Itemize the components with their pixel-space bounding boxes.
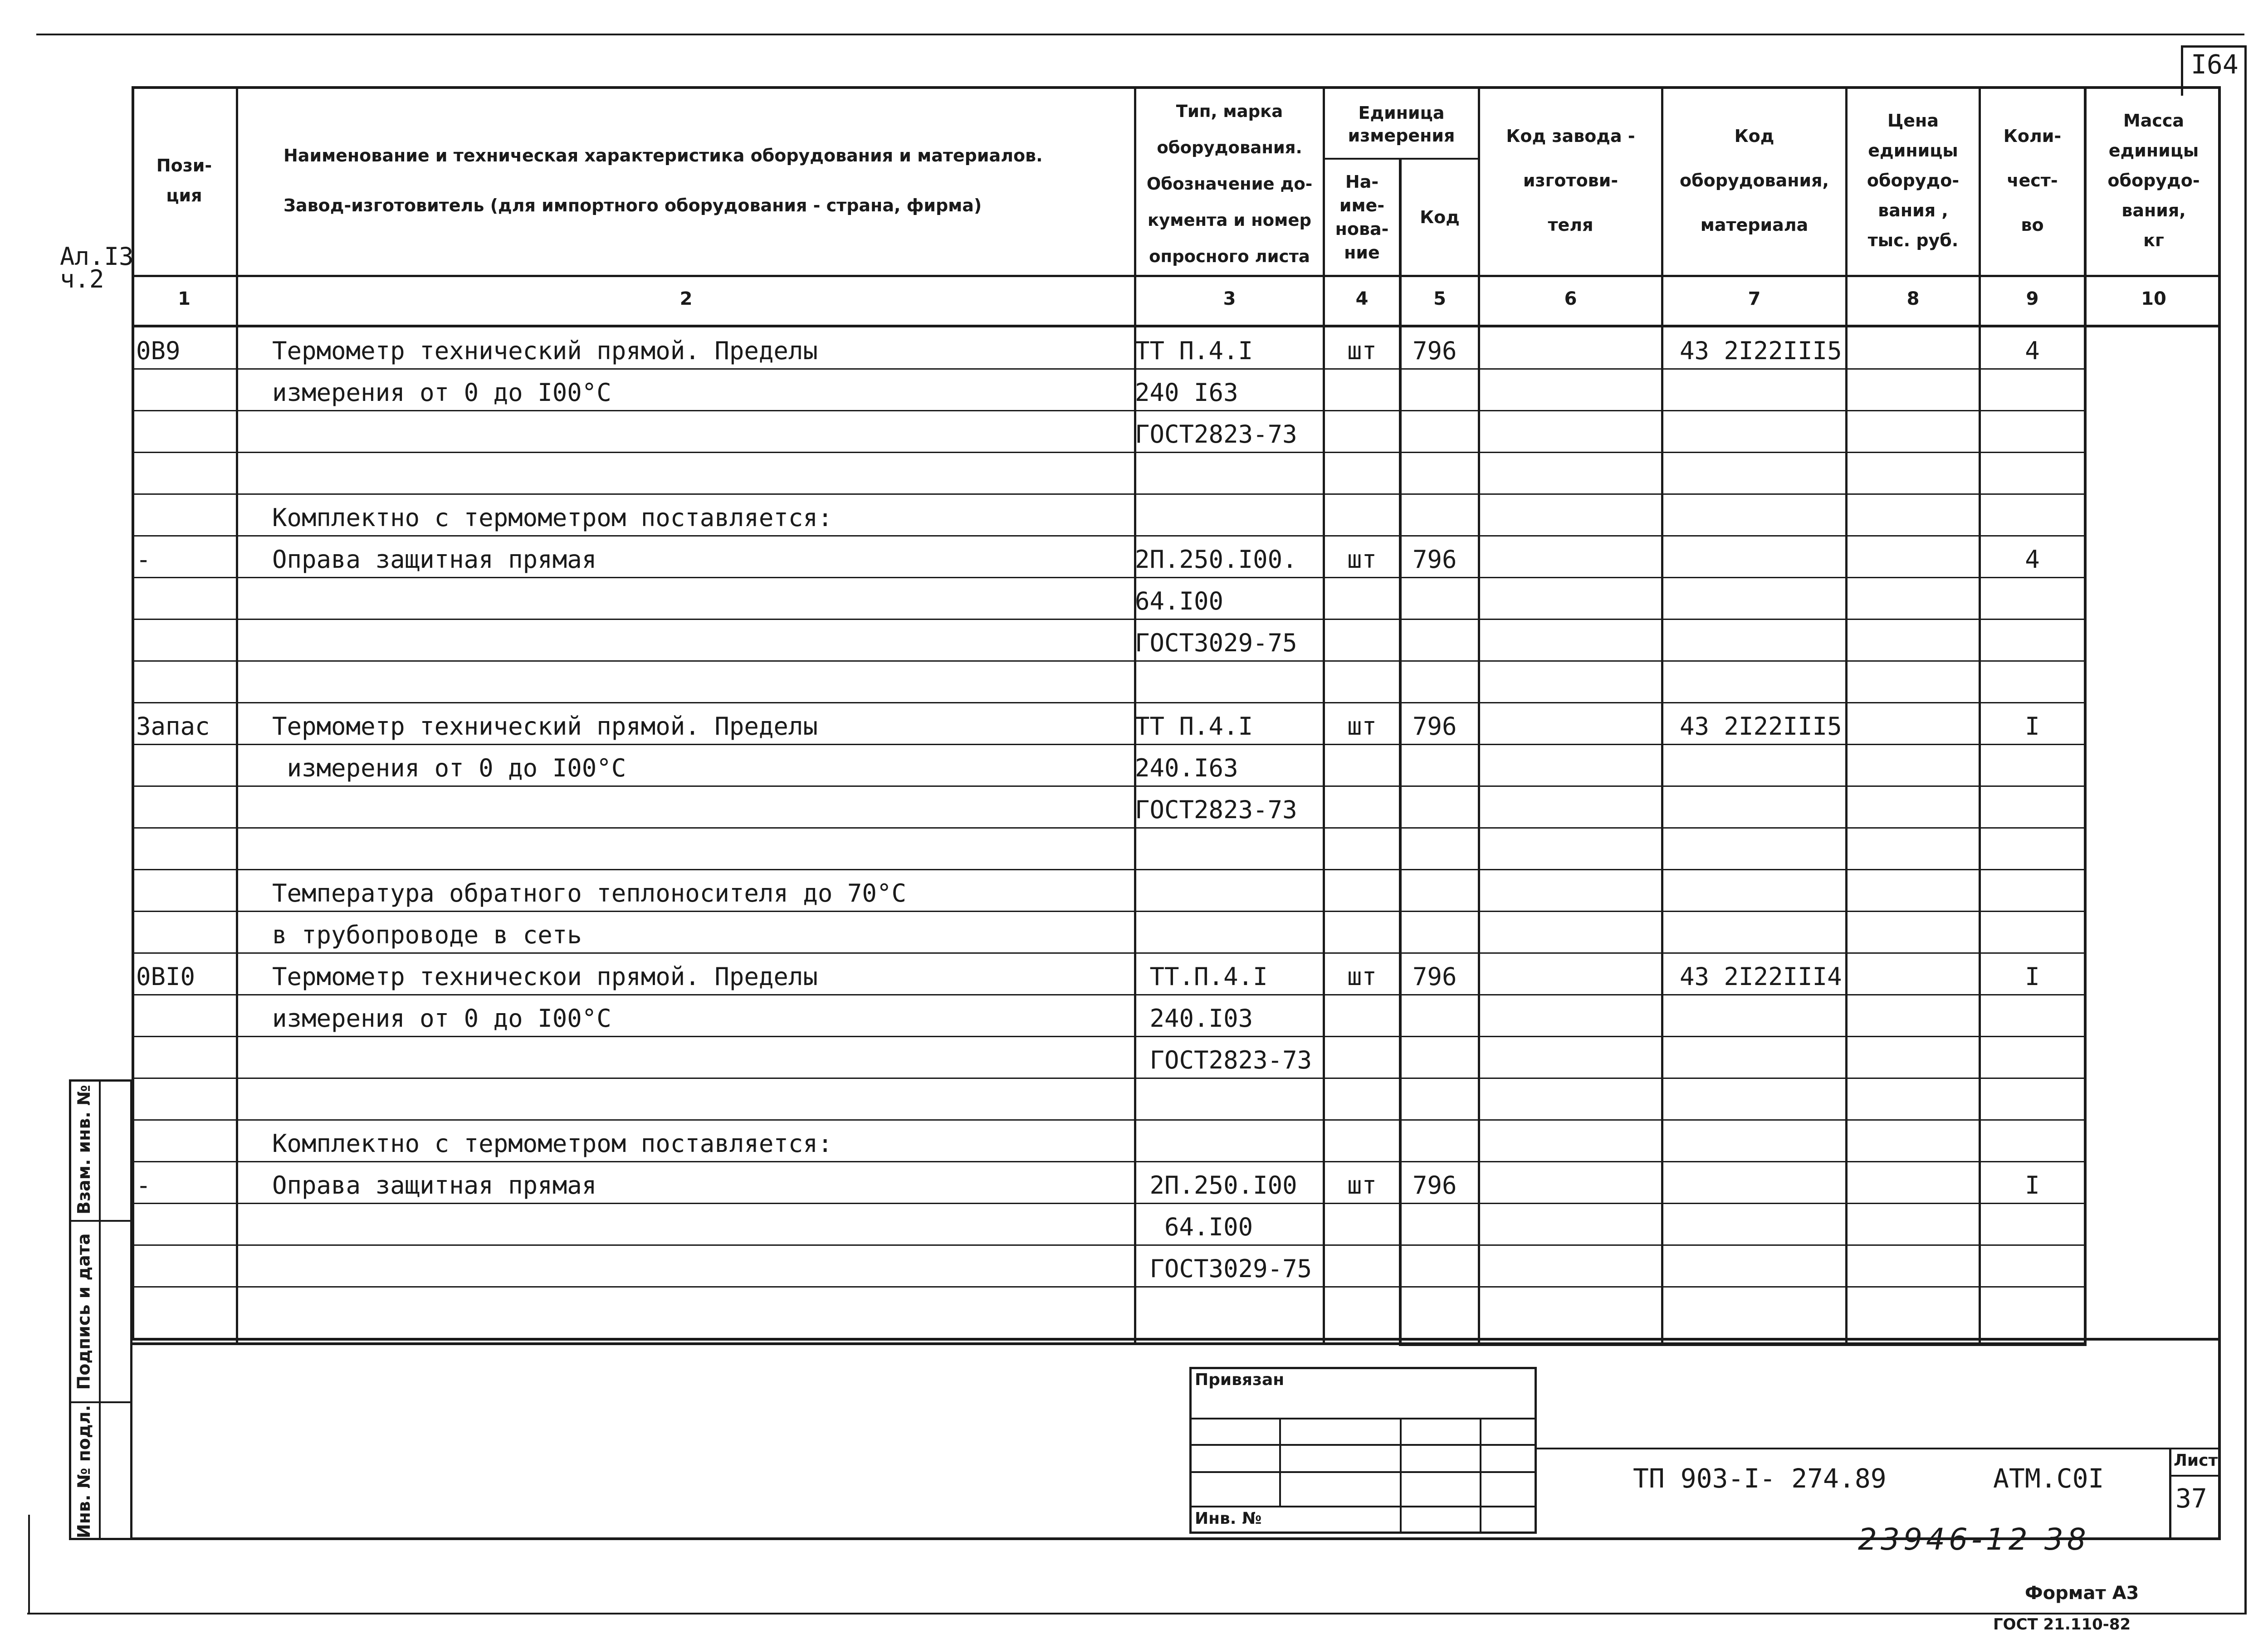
table-cell-price: [1848, 455, 1979, 497]
table-cell-price: [1848, 539, 1979, 580]
table-cell-pos: Запас: [136, 712, 210, 741]
frame-right-line: [2218, 86, 2221, 1540]
table-cell-name: [272, 664, 1129, 706]
table-cell-type: 240.I03: [1135, 1004, 1253, 1033]
table-cell-equip-code: 43 2I22III4: [1680, 962, 1842, 991]
table-cell-price: [1848, 1123, 1979, 1165]
table-cell-qty: I: [2025, 962, 2040, 991]
stamp-signature-date: Подпись и дата: [74, 1233, 94, 1390]
sheet-value: 37: [2175, 1483, 2207, 1514]
table-cell-type: ГОСТ2823-73: [1135, 420, 1297, 449]
table-cell-price: [1848, 956, 1979, 998]
table-cell-mass: [2087, 497, 2218, 539]
table-cell-code: [1413, 914, 1478, 956]
table-cell-pos: [136, 914, 235, 956]
table-cell-qty: [1981, 747, 2084, 789]
table-cell-pos: [136, 1248, 235, 1290]
table-cell-unit: шт: [1347, 337, 1377, 365]
table-cell-factory: [1480, 706, 1661, 747]
table-cell-type: ГОСТ2823-73: [1135, 795, 1297, 824]
table-cell-name: [272, 831, 1129, 873]
table-cell-mass: [2087, 747, 2218, 789]
table-cell-equip-code: [1680, 414, 1845, 455]
table-cell-equip-code: [1680, 664, 1845, 706]
table-cell-mass: [2087, 1123, 2218, 1165]
table-cell-mass: [2087, 789, 2218, 831]
table-cell-factory: [1480, 455, 1661, 497]
table-cell-pos: [136, 372, 235, 414]
table-cell-type: 64.I00: [1135, 1213, 1253, 1241]
table-cell-type: ГОСТ2823-73: [1135, 1046, 1312, 1074]
table-cell-type: [1135, 664, 1322, 706]
table-cell-price: [1848, 414, 1979, 455]
binding-line-2: [1189, 1444, 1537, 1446]
table-cell-name: Оправа защитная прямая: [272, 1171, 597, 1200]
side-note-line1: Ал.I3: [60, 242, 134, 271]
table-cell-equip-code: 43 2I22III5: [1680, 712, 1842, 741]
col-number-8: 8: [1906, 288, 1920, 309]
table-cell-qty: [1981, 831, 2084, 873]
table-cell-name: [272, 1081, 1129, 1123]
table-cell-factory: [1480, 372, 1661, 414]
table-cell-type: [1135, 455, 1322, 497]
header-unit-name: На- име- нова- ние: [1335, 172, 1389, 263]
table-cell-unit: [1325, 622, 1399, 664]
table-cell-unit: [1325, 580, 1399, 622]
table-cell-code: [1413, 747, 1478, 789]
table-cell-equip-code: [1680, 372, 1845, 414]
table-cell-unit: [1325, 1123, 1399, 1165]
table-cell-type: [1135, 1081, 1322, 1123]
table-cell-mass: [2087, 998, 2218, 1039]
table-cell-code: 796: [1413, 712, 1457, 741]
table-cell-pos: [136, 622, 235, 664]
table-cell-price: [1848, 664, 1979, 706]
table-cell-pos: [136, 747, 235, 789]
table-cell-qty: I: [2025, 712, 2040, 741]
table-cell-pos: 0В9: [136, 337, 181, 365]
table-cell-unit: шт: [1347, 1171, 1377, 1200]
table-cell-unit: шт: [1347, 545, 1377, 574]
table-cell-unit: шт: [1347, 962, 1377, 991]
top-edge-line: [36, 34, 2244, 35]
table-cell-pos: 0ВI0: [136, 962, 196, 991]
table-cell-name: [272, 455, 1129, 497]
sheet-number: I64: [2191, 49, 2239, 80]
table-cell-equip-code: [1680, 1039, 1845, 1081]
table-cell-pos: [136, 831, 235, 873]
col-number-2: 2: [679, 288, 693, 309]
table-cell-code: [1413, 789, 1478, 831]
table-cell-mass: [2087, 664, 2218, 706]
table-cell-pos: -: [136, 545, 151, 574]
table-cell-qty: [1981, 998, 2084, 1039]
table-cell-unit: [1325, 914, 1399, 956]
table-cell-equip-code: [1680, 497, 1845, 539]
table-cell-qty: 4: [2025, 545, 2040, 574]
table-cell-price: [1848, 1206, 1979, 1248]
table-cell-qty: [1981, 372, 2084, 414]
table-cell-name: измерения от 0 до I00°C: [272, 754, 626, 782]
table-cell-pos: [136, 497, 235, 539]
binding-vline-3: [1480, 1418, 1481, 1534]
table-cell-equip-code: [1680, 873, 1845, 914]
table-cell-code: [1413, 831, 1478, 873]
bottom-bold-stub: [1399, 1342, 2087, 1346]
table-cell-code: [1413, 414, 1478, 455]
table-cell-name: [272, 1039, 1129, 1081]
binding-stamp: [1189, 1367, 1537, 1534]
table-cell-type: ГОСТ3029-75: [1135, 629, 1297, 657]
table-cell-pos: [136, 1206, 235, 1248]
table-cell-mass: [2087, 706, 2218, 747]
table-cell-code: [1413, 497, 1478, 539]
table-cell-type: ТТ П.4.I: [1135, 337, 1253, 365]
table-cell-pos: [136, 414, 235, 455]
table-cell-code: [1413, 873, 1478, 914]
handwritten-archive-number: 23946-12 38: [1858, 1522, 2090, 1557]
table-cell-equip-code: [1680, 1206, 1845, 1248]
table-cell-code: [1413, 1123, 1478, 1165]
table-cell-mass: [2087, 1039, 2218, 1081]
table-cell-qty: [1981, 914, 2084, 956]
table-cell-name: [272, 1206, 1129, 1248]
table-cell-type: ТТ.П.4.I: [1135, 962, 1268, 991]
table-cell-unit: [1325, 1081, 1399, 1123]
left-stamp-divider: [99, 1079, 101, 1540]
table-cell-price: [1848, 873, 1979, 914]
table-cell-price: [1848, 1248, 1979, 1290]
table-cell-factory: [1480, 622, 1661, 664]
table-cell-price: [1848, 1081, 1979, 1123]
format-label: Формат А3: [2025, 1583, 2139, 1604]
col-line-4: [1399, 158, 1402, 1344]
col-line-1: [236, 86, 238, 1344]
table-cell-factory: [1480, 580, 1661, 622]
table-cell-pos: [136, 1123, 235, 1165]
table-cell-factory: [1480, 539, 1661, 580]
table-cell-factory: [1480, 1165, 1661, 1206]
numbers-bottom-line: [132, 325, 2221, 327]
header-unit-group: Единица измерения: [1348, 103, 1455, 146]
table-cell-equip-code: [1680, 1165, 1845, 1206]
table-cell-mass: [2087, 1081, 2218, 1123]
table-cell-price: [1848, 747, 1979, 789]
table-cell-factory: [1480, 497, 1661, 539]
table-cell-mass: [2087, 873, 2218, 914]
table-cell-name: Оправа защитная прямая: [272, 545, 597, 574]
table-cell-price: [1848, 1039, 1979, 1081]
table-cell-code: [1413, 1081, 1478, 1123]
table-cell-pos: [136, 789, 235, 831]
table-cell-name: [272, 414, 1129, 455]
header-position: Пози- ция: [156, 156, 212, 205]
table-cell-factory: [1480, 1206, 1661, 1248]
table-cell-qty: [1981, 1248, 2084, 1290]
binding-line-1: [1189, 1418, 1537, 1419]
outer-left-line: [28, 1515, 30, 1613]
stamp-replaced-inventory: Взам. инв. №: [74, 1085, 94, 1215]
table-cell-qty: [1981, 455, 2084, 497]
col-number-9: 9: [2026, 288, 2039, 309]
table-cell-equip-code: [1680, 539, 1845, 580]
table-cell-factory: [1480, 956, 1661, 998]
table-cell-factory: [1480, 1123, 1661, 1165]
table-cell-type: 240.I63: [1135, 754, 1238, 782]
table-cell-unit: [1325, 747, 1399, 789]
table-cell-code: [1413, 580, 1478, 622]
table-cell-pos: [136, 1081, 235, 1123]
table-cell-qty: [1981, 580, 2084, 622]
table-cell-name: Термометр технический прямой. Пределы: [272, 337, 818, 365]
title-block-sheet-hline: [2169, 1475, 2221, 1477]
title-block-sheet-vline: [2169, 1448, 2171, 1537]
col-number-7: 7: [1748, 288, 1761, 309]
header-quantity: Коли- чест- во: [2003, 126, 2062, 235]
table-cell-price: [1848, 372, 1979, 414]
col-number-1: 1: [178, 288, 191, 309]
table-cell-name: [272, 1248, 1129, 1290]
table-cell-code: [1413, 664, 1478, 706]
table-cell-type: [1135, 914, 1322, 956]
binding-line-3: [1189, 1471, 1537, 1473]
table-cell-name: Термометр техническои прямой. Пределы: [272, 962, 818, 991]
table-cell-type: 2П.250.I00.: [1135, 545, 1297, 574]
table-cell-factory: [1480, 747, 1661, 789]
table-cell-unit: [1325, 789, 1399, 831]
table-cell-mass: [2087, 539, 2218, 580]
table-cell-price: [1848, 622, 1979, 664]
table-cell-type: [1135, 497, 1322, 539]
table-cell-code: [1413, 455, 1478, 497]
header-name: Наименование и техническая характеристика оборудования и материалов. Завод-изготовитель (для импортного оборудования - страна, фирма): [284, 146, 1043, 215]
table-cell-pos: [136, 455, 235, 497]
header-bottom-line: [132, 275, 2221, 277]
col-number-5: 5: [1433, 288, 1446, 309]
table-cell-name: измерения от 0 до I00°C: [272, 378, 611, 407]
table-cell-type: [1135, 1123, 1322, 1165]
table-cell-mass: [2087, 580, 2218, 622]
table-cell-name: [272, 580, 1129, 622]
table-cell-code: 796: [1413, 337, 1457, 365]
table-cell-name: в трубопроводе в сеть: [272, 921, 582, 949]
table-cell-factory: [1480, 414, 1661, 455]
binding-label: Привязан: [1195, 1371, 1285, 1389]
table-cell-qty: [1981, 1123, 2084, 1165]
table-cell-equip-code: 43 2I22III5: [1680, 337, 1842, 365]
header-unit-code: Код: [1420, 207, 1460, 227]
col-line-6: [1661, 86, 1663, 1344]
binding-vline-2: [1400, 1418, 1402, 1534]
table-cell-code: [1413, 622, 1478, 664]
table-cell-code: [1413, 1039, 1478, 1081]
table-cell-unit: [1325, 497, 1399, 539]
table-cell-factory: [1480, 1039, 1661, 1081]
table-cell-factory: [1480, 831, 1661, 873]
table-cell-type: [1135, 831, 1322, 873]
col-number-3: 3: [1223, 288, 1236, 309]
table-cell-factory: [1480, 1081, 1661, 1123]
table-cell-name: Комплектно с термометром поставляется:: [272, 1129, 833, 1158]
table-cell-mass: [2087, 914, 2218, 956]
table-cell-factory: [1480, 873, 1661, 914]
table-cell-unit: [1325, 1248, 1399, 1290]
table-cell-code: [1413, 998, 1478, 1039]
header-equipment-code: Код оборудования, материала: [1680, 126, 1829, 235]
table-cell-mass: [2087, 414, 2218, 455]
table-cell-name: [272, 622, 1129, 664]
table-cell-equip-code: [1680, 580, 1845, 622]
table-cell-unit: [1325, 998, 1399, 1039]
table-cell-mass: [2087, 455, 2218, 497]
table-cell-qty: [1981, 497, 2084, 539]
sheet-label: Лист: [2174, 1451, 2218, 1470]
table-cell-qty: [1981, 414, 2084, 455]
table-cell-code: 796: [1413, 962, 1457, 991]
table-cell-unit: [1325, 372, 1399, 414]
table-cell-mass: [2087, 372, 2218, 414]
outer-right-line: [2244, 45, 2247, 1614]
table-cell-unit: [1325, 831, 1399, 873]
table-cell-pos: [136, 664, 235, 706]
inventory-label: Инв. №: [1195, 1509, 1262, 1528]
table-cell-equip-code: [1680, 998, 1845, 1039]
table-cell-equip-code: [1680, 1123, 1845, 1165]
table-cell-unit: [1325, 414, 1399, 455]
table-cell-factory: [1480, 789, 1661, 831]
table-cell-name: Термометр технический прямой. Пределы: [272, 712, 818, 741]
binding-line-4: [1189, 1506, 1537, 1507]
table-cell-code: 796: [1413, 545, 1457, 574]
table-cell-qty: [1981, 1039, 2084, 1081]
table-cell-mass: [2087, 1165, 2218, 1206]
header-factory-code: Код завода - изготови- теля: [1506, 126, 1635, 235]
table-cell-name: измерения от 0 до I00°C: [272, 1004, 611, 1033]
col-number-4: 4: [1355, 288, 1369, 309]
table-cell-price: [1848, 831, 1979, 873]
table-cell-code: [1413, 1206, 1478, 1248]
table-cell-equip-code: [1680, 1248, 1845, 1290]
table-cell-qty: 4: [2025, 337, 2040, 365]
table-cell-equip-code: [1680, 455, 1845, 497]
table-cell-name: Комплектно с термометром поставляется:: [272, 503, 833, 532]
table-cell-type: 240 I63: [1135, 378, 1238, 407]
table-cell-type: 2П.250.I00: [1135, 1171, 1297, 1200]
table-cell-factory: [1480, 914, 1661, 956]
table-cell-unit: [1325, 1039, 1399, 1081]
table-cell-factory: [1480, 664, 1661, 706]
document-code: ТП 903-I- 274.89: [1633, 1463, 1887, 1494]
header-price: Цена единицы оборудо- вания , тыс. руб.: [1867, 111, 1960, 250]
table-cell-name: Температура обратного теплоносителя до 70°C: [272, 879, 906, 907]
table-cell-equip-code: [1680, 622, 1845, 664]
table-cell-mass: [2087, 1248, 2218, 1290]
table-cell-mass: [2087, 956, 2218, 998]
table-cell-factory: [1480, 1248, 1661, 1290]
table-cell-qty: [1981, 622, 2084, 664]
gost-label: ГОСТ 21.110-82: [1993, 1615, 2131, 1634]
stamp-original-inventory: Инв. № подл.: [74, 1405, 94, 1539]
table-cell-type: 64.I00: [1135, 587, 1224, 615]
table-cell-factory: [1480, 998, 1661, 1039]
side-note-line2: ч.2: [60, 265, 104, 293]
header-type: Тип, марка оборудования. Обозначение до- кумента и номер опросного листа: [1146, 102, 1313, 266]
table-cell-equip-code: [1680, 914, 1845, 956]
title-block-top-line: [1537, 1448, 2221, 1449]
table-cell-mass: [2087, 831, 2218, 873]
col-number-10: 10: [2141, 288, 2166, 309]
table-cell-equip-code: [1680, 831, 1845, 873]
outer-bottom-line: [27, 1613, 2247, 1614]
document-mark: АТМ.С0I: [1993, 1463, 2104, 1494]
table-cell-factory: [1480, 330, 1661, 372]
table-cell-price: [1848, 580, 1979, 622]
table-cell-price: [1848, 706, 1979, 747]
table-cell-qty: [1981, 664, 2084, 706]
table-cell-pos: [136, 1039, 235, 1081]
table-cell-unit: шт: [1347, 712, 1377, 741]
table-cell-price: [1848, 497, 1979, 539]
table-cell-qty: [1981, 789, 2084, 831]
table-cell-price: [1848, 1165, 1979, 1206]
table-cell-type: [1135, 873, 1322, 914]
table-cell-price: [1848, 330, 1979, 372]
table-cell-equip-code: [1680, 789, 1845, 831]
table-cell-equip-code: [1680, 1081, 1845, 1123]
table-cell-pos: [136, 580, 235, 622]
table-cell-pos: -: [136, 1171, 151, 1200]
table-cell-mass: [2087, 1206, 2218, 1248]
table-cell-pos: [136, 873, 235, 914]
table-cell-unit: [1325, 873, 1399, 914]
table-cell-qty: [1981, 873, 2084, 914]
table-cell-name: [272, 789, 1129, 831]
table-cell-type: ГОСТ3029-75: [1135, 1254, 1312, 1283]
table-cell-qty: I: [2025, 1171, 2040, 1200]
table-cell-price: [1848, 914, 1979, 956]
table-cell-unit: [1325, 664, 1399, 706]
table-cell-code: [1413, 1248, 1478, 1290]
table-cell-price: [1848, 998, 1979, 1039]
table-cell-code: [1413, 372, 1478, 414]
table-cell-mass: [2087, 330, 2218, 372]
table-cell-unit: [1325, 1206, 1399, 1248]
table-cell-price: [1848, 789, 1979, 831]
table-cell-type: ТТ П.4.I: [1135, 712, 1253, 741]
table-cell-unit: [1325, 455, 1399, 497]
table-cell-code: 796: [1413, 1171, 1457, 1200]
table-cell-equip-code: [1680, 747, 1845, 789]
table-cell-qty: [1981, 1206, 2084, 1248]
header-mass: Масса единицы оборудо- вания, кг: [2107, 111, 2200, 250]
table-cell-pos: [136, 998, 235, 1039]
binding-vline-1: [1279, 1418, 1281, 1506]
col-number-6: 6: [1564, 288, 1577, 309]
table-cell-qty: [1981, 1081, 2084, 1123]
table-cell-mass: [2087, 622, 2218, 664]
